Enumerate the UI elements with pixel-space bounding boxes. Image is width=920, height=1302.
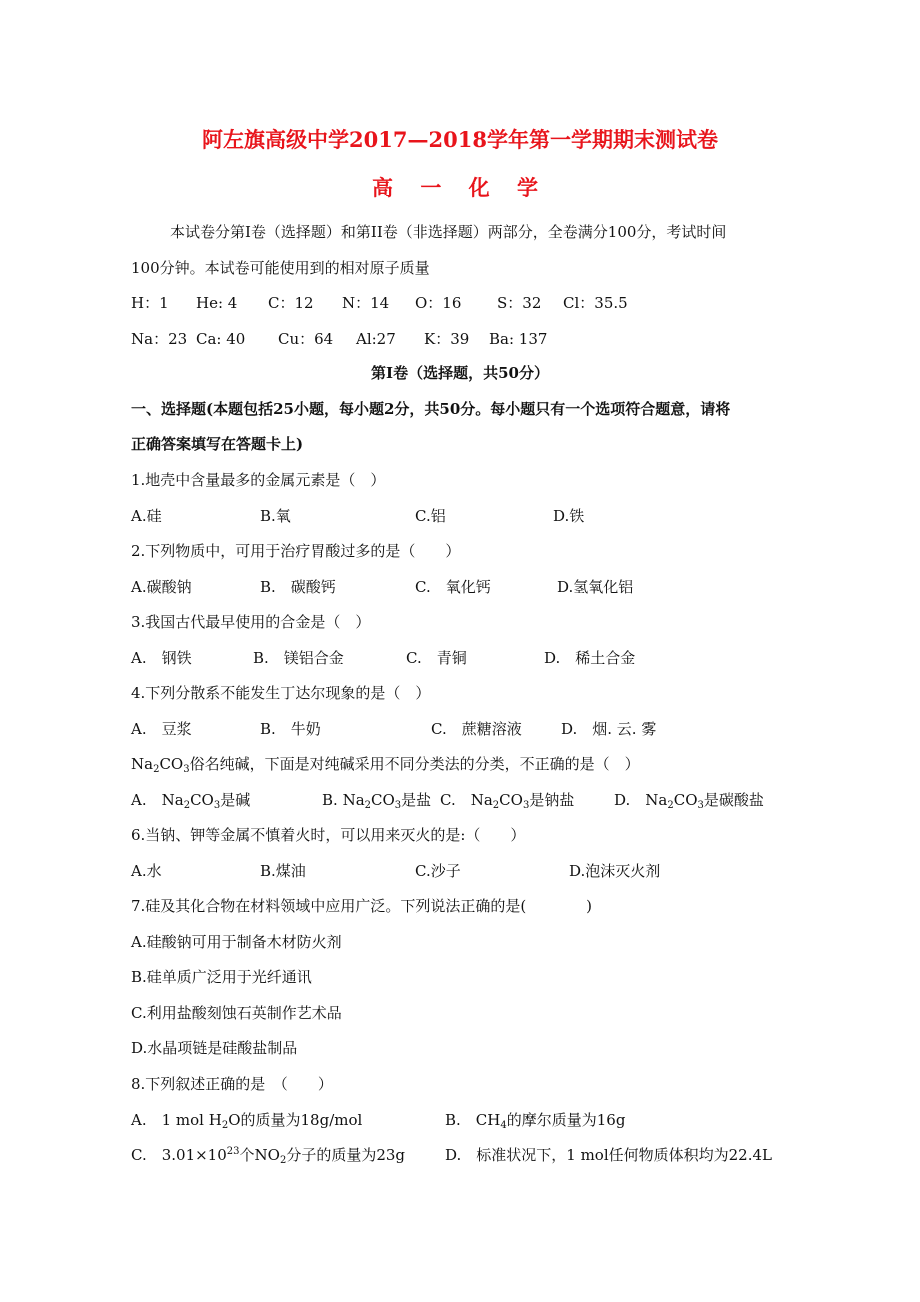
atomic-mass-ba: Ba: 137 — [489, 330, 548, 348]
q7-option-b: B.硅单质广泛用于光纤通讯 — [131, 968, 312, 986]
q5-option-a-text: 是碱 — [220, 791, 251, 809]
q5-option-b-prefix: B. — [322, 791, 343, 809]
q1-option-d: D.铁 — [553, 507, 585, 525]
atomic-mass-cu: Cu：64 — [278, 330, 334, 348]
atomic-mass-c: C：12 — [268, 294, 314, 312]
q5-option-d-text: 是碳酸盐 — [703, 791, 764, 809]
exam-title: 阿左旗高级中学2017—2018学年第一学期期末测试卷 — [202, 127, 718, 152]
q8-option-a-text: 的质量为18g/mol — [240, 1111, 363, 1129]
question-4: 4.下列分散系不能发生丁达尔现象的是（ ） — [131, 684, 431, 702]
q2-option-c: C. 氧化钙 — [415, 578, 491, 596]
section-heading: 第Ⅰ卷（选择题，共50分） — [371, 364, 549, 382]
intro-line-2: 100分钟。本试卷可能使用到的相对原子质量 — [131, 259, 430, 277]
q4-option-c: C. 蔗糖溶液 — [431, 720, 522, 738]
q5-option-c: C. $Na_2CO_3$是钠盐 — [440, 791, 575, 811]
q8-option-a-prefix: A. 1 mol — [131, 1111, 209, 1129]
atomic-mass-na: Na：23 — [131, 330, 188, 348]
question-2: 2.下列物质中，可用于治疗胃酸过多的是（ ） — [131, 542, 461, 560]
atomic-mass-k: K：39 — [424, 330, 470, 348]
question-3: 3.我国古代最早使用的合金是（ ） — [131, 613, 371, 631]
q1-option-b: B.氧 — [260, 507, 291, 525]
atomic-mass-cl: Cl：35.5 — [563, 294, 628, 312]
q5-option-d-prefix: D. — [614, 791, 646, 809]
atomic-mass-n: N：14 — [342, 294, 390, 312]
question-5: $Na_2CO_3$俗名纯碱，下面是对纯碱采用不同分类法的分类，不正确的是（ ） — [131, 755, 640, 775]
q5-option-b: B. $Na_2CO_3$是盐 — [322, 791, 432, 811]
q6-option-d: D.泡沫灭火剂 — [569, 862, 661, 880]
q6-option-b: B.煤油 — [260, 862, 306, 880]
q3-option-d: D. 稀土合金 — [544, 649, 636, 667]
q2-option-a: A.碳酸钠 — [131, 578, 192, 596]
exam-subject: 高 一 化 学 — [372, 175, 548, 200]
atomic-mass-he: He: 4 — [196, 294, 238, 312]
atomic-mass-ca: Ca: 40 — [196, 330, 246, 348]
q5-option-c-prefix: C. — [440, 791, 471, 809]
atomic-mass-al: Al:27 — [356, 330, 396, 348]
q3-option-c: C. 青铜 — [406, 649, 467, 667]
q8-option-c-text: 分子的质量为23g — [286, 1146, 406, 1164]
q2-option-b: B. 碳酸钙 — [260, 578, 336, 596]
q8-option-d: D. 标准状况下，1 mol任何物质体积均为22.4L — [445, 1146, 772, 1164]
section-instructions-2: 正确答案填写在答题卡上) — [131, 435, 304, 453]
q5-option-d: D. $Na_2CO_3$是碳酸盐 — [614, 791, 764, 811]
q5-option-a: A. $Na_2CO_3$是碱 — [131, 791, 251, 811]
q1-option-a: A.硅 — [131, 507, 162, 525]
q4-option-b: B. 牛奶 — [260, 720, 321, 738]
q8-option-c-mid: 个 — [239, 1146, 255, 1164]
q2-option-d: D.氢氧化铝 — [557, 578, 634, 596]
q3-option-a: A. 钢铁 — [131, 649, 192, 667]
question-6: 6.当钠、钾等金属不慎着火时，可以用来灭火的是:（ ） — [131, 826, 526, 844]
atomic-mass-s: S：32 — [497, 294, 542, 312]
q8-option-b: B. $CH_4$的摩尔质量为16g — [445, 1111, 626, 1131]
section-instructions-1: 一、选择题(本题包括25小题，每小题2分，共50分。每小题只有一个选项符合题意，请将 — [131, 400, 731, 418]
question-5-text: 俗名纯碱，下面是对纯碱采用不同分类法的分类，不正确的是（ ） — [189, 755, 640, 773]
q6-option-c: C.沙子 — [415, 862, 461, 880]
question-8: 8.下列叙述正确的是 （ ） — [131, 1075, 333, 1093]
q4-option-a: A. 豆浆 — [131, 720, 192, 738]
q8-option-c-prefix: C. 3.01×10 — [131, 1146, 227, 1164]
atomic-mass-o: O：16 — [415, 294, 462, 312]
q7-option-d: D.水晶项链是硅酸盐制品 — [131, 1039, 298, 1057]
question-1: 1.地壳中含量最多的金属元素是（ ） — [131, 471, 386, 489]
q5-option-c-text: 是钠盐 — [529, 791, 575, 809]
q8-option-b-prefix: B. — [445, 1111, 476, 1129]
q8-option-a: A. 1 mol $H_2O$的质量为18g/mol — [131, 1111, 363, 1131]
q5-option-b-text: 是盐 — [401, 791, 432, 809]
intro-line-1: 本试卷分第Ⅰ卷（选择题）和第II卷（非选择题）两部分，全卷满分100分，考试时间 — [170, 223, 727, 241]
q7-option-c: C.利用盐酸刻蚀石英制作艺术品 — [131, 1004, 342, 1022]
q6-option-a: A.水 — [131, 862, 162, 880]
atomic-mass-h: H：1 — [131, 294, 169, 312]
q7-option-a: A.硅酸钠可用于制备木材防火剂 — [131, 933, 342, 951]
q3-option-b: B. 镁铝合金 — [253, 649, 344, 667]
q8-option-c: C. $3.01\times 10^{23}$个$NO_2$分子的质量为23g — [131, 1146, 406, 1166]
q8-option-b-text: 的摩尔质量为16g — [506, 1111, 626, 1129]
q5-option-a-prefix: A. — [131, 791, 162, 809]
question-7: 7.硅及其化合物在材料领域中应用广泛。下列说法正确的是( ) — [131, 897, 593, 915]
q4-option-d: D. 烟. 云. 雾 — [561, 720, 657, 738]
q1-option-c: C.铝 — [415, 507, 446, 525]
